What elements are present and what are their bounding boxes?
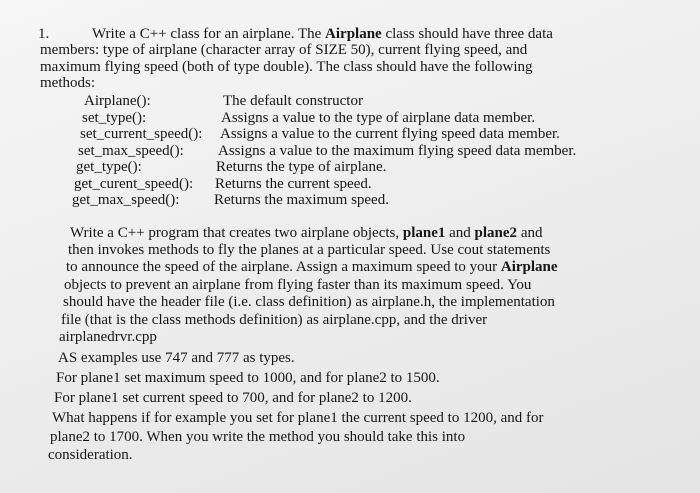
- program-line-2: then invokes methods to fly the planes at a particular speed. Use cout statements: [68, 242, 551, 258]
- method-desc: Assigns a value to the current flying speed data member.: [220, 126, 560, 142]
- program-line-6: file (that is the class methods definition) as airplane.cpp, and the driver: [61, 312, 488, 328]
- note-line-2: For plane1 set maximum speed to 1000, and for plane2 to 1500.: [56, 370, 440, 386]
- question-number: 1.: [38, 26, 50, 42]
- program-line-3: to announce the speed of the airplane. Assign a maximum speed to your Airplane: [66, 259, 558, 275]
- plane1-bold: plane1: [402, 225, 446, 241]
- method-name: set_type():: [82, 110, 147, 126]
- method-desc: Returns the type of airplane.: [216, 159, 387, 175]
- note-line-5: plane2 to 1700. When you write the method you should take this into: [50, 429, 466, 445]
- method-desc: Returns the maximum speed.: [214, 192, 389, 208]
- airplane-bold: Airplane: [500, 259, 558, 275]
- class-name-bold: Airplane: [325, 26, 382, 42]
- program-line-5: should have the header file (i.e. class definition) as airplane.h, the implementation: [63, 294, 555, 310]
- intro-line-4: methods:: [40, 75, 95, 91]
- method-desc: Returns the current speed.: [215, 176, 372, 192]
- method-name: set_max_speed():: [78, 143, 184, 159]
- method-name: Airplane():: [84, 93, 151, 109]
- intro-line-3: maximum flying speed (both of type double). The class should have the following: [40, 59, 533, 75]
- plane2-bold: plane2: [474, 225, 518, 241]
- note-line-6: consideration.: [48, 447, 133, 463]
- method-name: get_max_speed():: [72, 192, 180, 208]
- method-desc: The default constructor: [223, 93, 363, 109]
- note-line-3: For plane1 set current speed to 700, and for plane2 to 1200.: [54, 390, 412, 406]
- method-name: get_type():: [76, 159, 142, 175]
- program-line-1: Write a C++ program that creates two airplane objects, plane1 and plane2 and: [70, 225, 543, 241]
- method-desc: Assigns a value to the maximum flying speed data member.: [218, 143, 577, 159]
- note-line-4: What happens if for example you set for plane1 the current speed to 1200, and for: [52, 410, 544, 426]
- method-desc: Assigns a value to the type of airplane data member.: [221, 110, 536, 126]
- program-line-4: objects to prevent an airplane from flying faster than its maximum speed. You: [64, 277, 532, 293]
- intro-line-1: Write a C++ class for an airplane. The Airplane class should have three data: [92, 26, 553, 42]
- note-line-1: AS examples use 747 and 777 as types.: [58, 350, 295, 366]
- method-name: get_curent_speed():: [74, 176, 194, 192]
- intro-line-2: members: type of airplane (character array of SIZE 50), current flying speed, and: [40, 42, 528, 58]
- method-name: set_current_speed():: [80, 126, 203, 142]
- program-line-7: airplanedrvr.cpp: [59, 329, 157, 345]
